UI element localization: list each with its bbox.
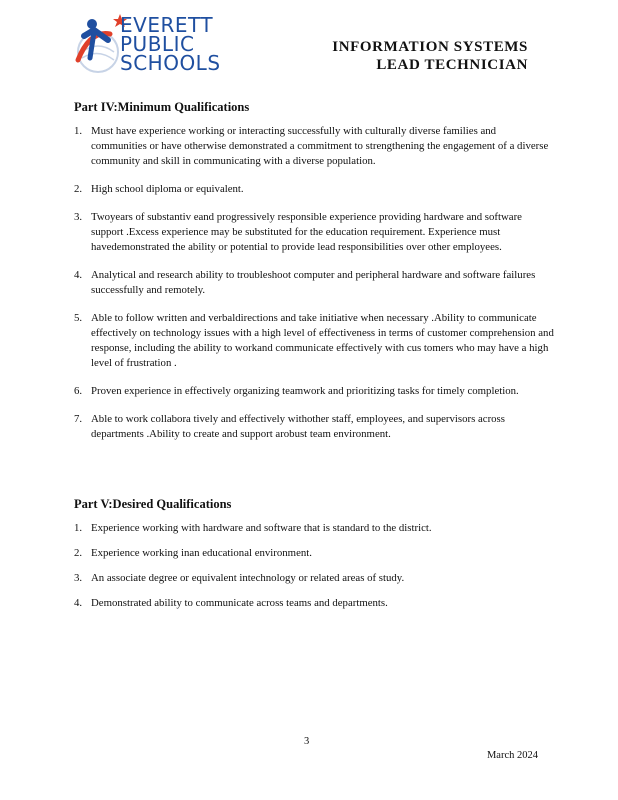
footer-date: March 2024 — [486, 750, 538, 761]
logo-line: PUBLIC — [120, 32, 195, 56]
item-number: 1. — [74, 522, 83, 534]
item-text: Experience working inan educational environment. — [91, 547, 312, 559]
item-text: Demonstrated ability to communicate across teams and departments. — [91, 597, 388, 609]
job-title — [332, 38, 528, 74]
list-item — [74, 596, 554, 611]
minimum-qualifications-list — [74, 124, 554, 455]
district-logo — [70, 10, 240, 80]
logo-line: SCHOOLS — [120, 51, 221, 75]
list-item — [74, 268, 554, 298]
list-item — [74, 546, 554, 561]
list-item — [74, 571, 554, 586]
item-text: Able to work collabora tively and effectively withother staff, employees, and supervisors across departments .Ability to create and support arobust team environment. — [91, 413, 505, 440]
item-text: High school diploma or equivalent. — [91, 183, 244, 195]
item-text: Twoyears of substantiv eand progressively responsible experience providing hardware and software support .Excess experience may be substituted for the education requirement. Experience must havedemonstrated the ability or potential to provide lead responsibilities over other employees. — [91, 211, 522, 253]
item-text: Experience working with hardware and software that is standard to the district. — [91, 522, 432, 534]
logo-line: EVERETT — [120, 13, 214, 37]
list-item — [74, 412, 554, 442]
desired-qualifications-list — [74, 521, 554, 621]
job-title-line1: INFORMATION SYSTEMS — [332, 39, 528, 55]
item-number: 2. — [74, 183, 83, 195]
item-number: 2. — [74, 547, 83, 559]
list-item — [74, 521, 554, 536]
list-item — [74, 210, 554, 255]
item-number: 7. — [74, 413, 83, 425]
logo-wordmark — [120, 13, 221, 75]
list-item — [74, 124, 554, 169]
section-heading-minimum: Part IV:Minimum Qualifications — [74, 100, 250, 114]
item-number: 3. — [74, 211, 83, 223]
item-text: Must have experience working or interacting successfully with culturally diverse families and communities or have otherwise demonstrated a commitment to strengthening the engagement of a diverse community and skill in communicating with a diverse population. — [91, 125, 549, 167]
item-number: 5. — [74, 312, 83, 324]
item-number: 4. — [74, 269, 83, 281]
item-number: 6. — [74, 385, 83, 397]
item-text: Proven experience in effectively organizing teamwork and prioritizing tasks for timely completion. — [91, 385, 519, 397]
list-item — [74, 384, 554, 399]
item-text: Analytical and research ability to troubleshoot computer and peripheral hardware and software failures successfully and remotely. — [91, 269, 536, 296]
list-item — [74, 182, 554, 197]
item-number: 3. — [74, 572, 83, 584]
job-title-line2: LEAD TECHNICIAN — [376, 57, 528, 73]
item-number: 1. — [74, 125, 83, 137]
item-number: 4. — [74, 597, 83, 609]
item-text: Able to follow written and verbaldirections and take initiative when necessary .Ability to communicate effectively on technology issues with a high level of effectiveness in terms of customer comprehension and response, including the ability to workand communicate effectively with cus tomers who may have a high level of frustration . — [91, 312, 554, 369]
page-number: 3 — [304, 736, 310, 747]
item-text: An associate degree or equivalent intechnology or related areas of study. — [91, 572, 405, 584]
list-item — [74, 311, 554, 371]
section-heading-desired: Part V:Desired Qualifications — [74, 497, 232, 511]
